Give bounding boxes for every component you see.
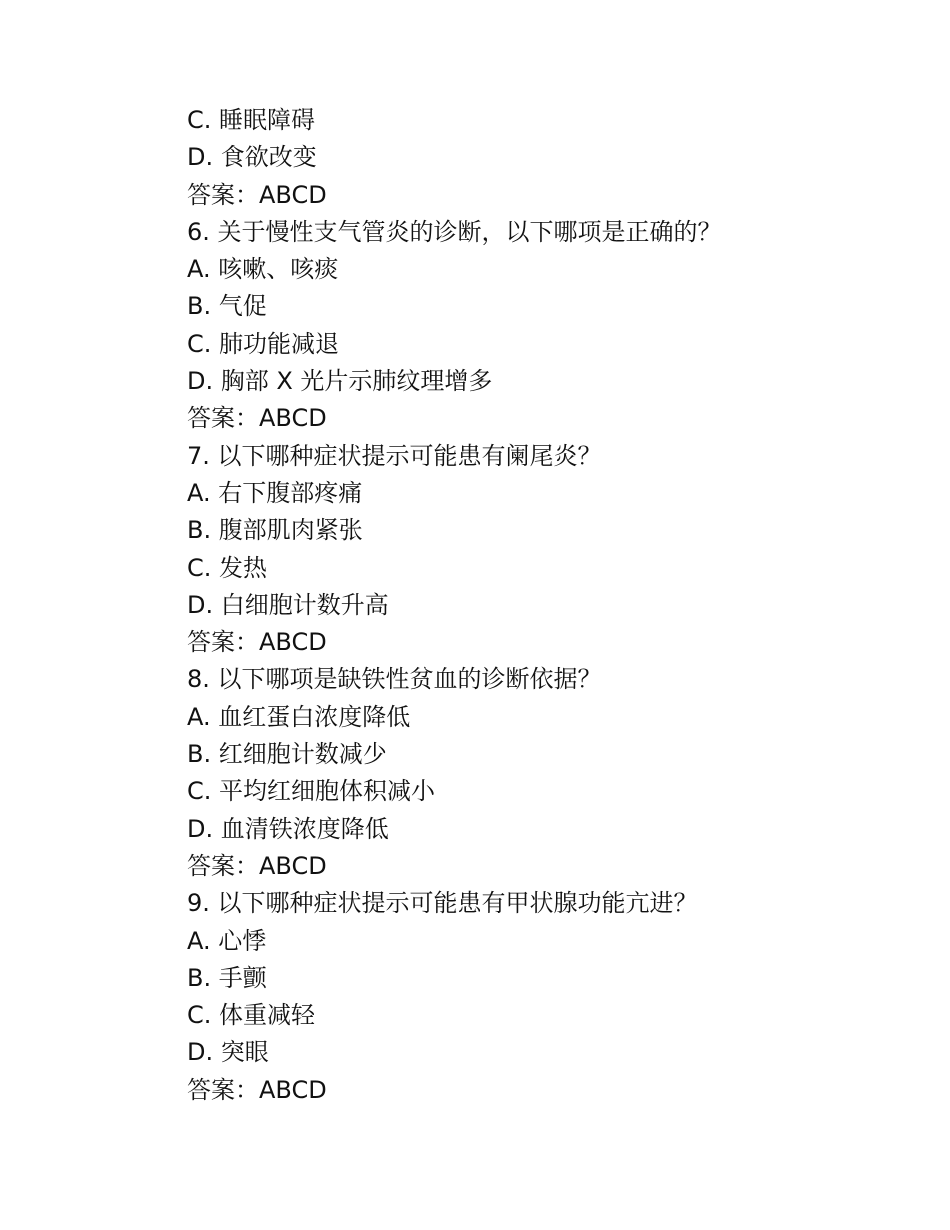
option-b-q6: B. 气促 [187, 292, 267, 321]
option-d-q7: D. 白细胞计数升高 [187, 590, 389, 619]
question-8: 8. 以下哪项是缺铁性贫血的诊断依据？ [187, 665, 602, 694]
option-d-q9: D. 突眼 [187, 1038, 269, 1067]
option-a-q9: A. 心悸 [187, 926, 267, 955]
option-b-q8: B. 红细胞计数减少 [187, 740, 387, 769]
question-6: 6. 关于慢性支气管炎的诊断，以下哪项是正确的？ [187, 217, 722, 246]
answer-q7: 答案：ABCD [187, 628, 327, 657]
answer-q6: 答案：ABCD [187, 404, 327, 433]
option-a-q8: A. 血红蛋白浓度降低 [187, 702, 411, 731]
answer-q9: 答案：ABCD [187, 1075, 327, 1104]
option-b-q7: B. 腹部肌肉紧张 [187, 516, 363, 545]
option-b-q9: B. 手颤 [187, 963, 267, 992]
option-a-q7: A. 右下腹部疼痛 [187, 478, 363, 507]
option-c-q9: C. 体重减轻 [187, 1001, 316, 1030]
document-page [187, 102, 887, 1109]
option-d-q8: D. 血清铁浓度降低 [187, 814, 389, 843]
answer-q5: 答案：ABCD [187, 180, 327, 209]
question-9: 9. 以下哪种症状提示可能患有甲状腺功能亢进？ [187, 889, 698, 918]
answer-q8: 答案：ABCD [187, 851, 327, 880]
option-c-q6: C. 肺功能减退 [187, 329, 340, 358]
option-c-q8: C. 平均红细胞体积减小 [187, 777, 436, 806]
option-a-q6: A. 咳嗽、咳痰 [187, 255, 339, 284]
option-d-q6: D. 胸部 X 光片示肺纹理增多 [187, 367, 493, 396]
option-d-q5: D. 食欲改变 [187, 143, 317, 172]
option-c-q7: C. 发热 [187, 553, 268, 582]
question-7: 7. 以下哪种症状提示可能患有阑尾炎？ [187, 441, 602, 470]
option-c-q5: C. 睡眠障碍 [187, 106, 316, 134]
